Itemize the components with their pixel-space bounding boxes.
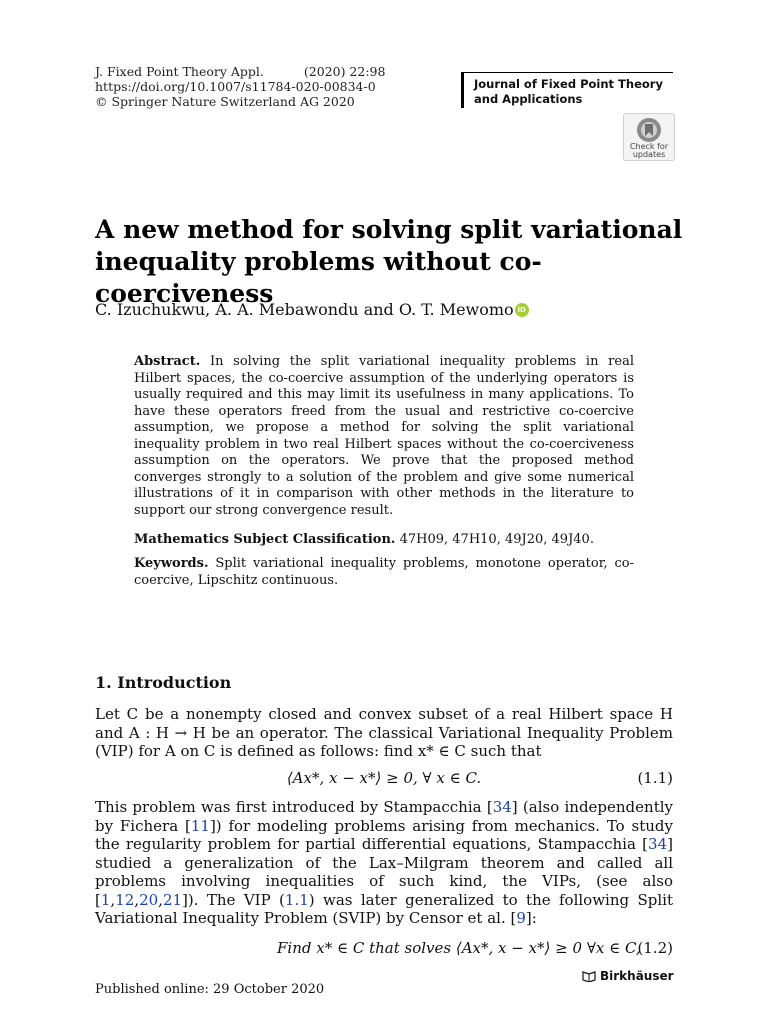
publisher-logo: [582, 969, 674, 983]
journal-name-box: [461, 72, 673, 108]
journal-name-line2: and Applications: [474, 92, 583, 106]
check-updates-label2: updates: [632, 150, 666, 159]
citation-link[interactable]: 34: [492, 798, 512, 816]
equation-number: (1.1): [637, 769, 673, 787]
keywords: [134, 556, 634, 589]
section-heading: 1. Introduction: [95, 673, 232, 692]
equation-1-1: [95, 769, 673, 789]
text-run: ] (also independently by Fichera [: [95, 798, 673, 835]
journal-abbrev: J. Fixed Point Theory Appl.: [95, 64, 264, 79]
volume-info: (2020) 22:98: [303, 64, 386, 79]
citation-link[interactable]: 1: [100, 890, 111, 909]
bookmark-icon: [636, 117, 662, 143]
text-run: ]). The VIP (: [182, 890, 285, 909]
keywords-text: Split variational inequality problems, monotone operator, co-coercive, Lipschitz continuous.: [134, 556, 634, 588]
publisher-name: Birkhäuser: [600, 969, 674, 983]
equation-ref-link[interactable]: 1.1: [284, 890, 309, 909]
check-updates-label1: Check for: [629, 142, 669, 151]
author-list: [95, 300, 529, 319]
abstract-label: Abstract.: [134, 354, 201, 369]
citation-link[interactable]: 12: [115, 890, 135, 909]
text-run: ) was later generalized to the following Split Variational Inequality Problem (SVIP) by Censor et al. [: [95, 890, 673, 927]
msc-codes: 47H09, 47H10, 49J20, 49J40.: [399, 532, 594, 547]
paragraph-intro: Let C be a nonempty closed and convex subset of a real Hilbert space H and A : H → H be an operator. The classical Variational Inequality Problem (VIP) for A on C is defined as follows: find x* ∈ C such that: [95, 705, 673, 760]
doi-link[interactable]: https://doi.org/10.1007/s11784-020-00834-0: [95, 79, 376, 94]
authors-text: C. Izuchukwu, A. A. Mebawondu and O. T. Mewomo: [95, 300, 514, 319]
published-date: Published online: 29 October 2020: [95, 982, 325, 997]
keywords-label: Keywords.: [134, 556, 209, 571]
citation-block: [95, 64, 385, 109]
title-line2: inequality problems without co-coerciveness: [95, 247, 542, 308]
title-line1: A new method for solving split variational: [95, 215, 683, 244]
journal-name-line1: Journal of Fixed Point Theory: [474, 77, 663, 91]
equation-1-2: [95, 939, 673, 959]
msc-classification: [134, 532, 634, 549]
abstract-text: In solving the split variational inequality problems in real Hilbert spaces, the co-coercive assumption of the underlying operators is usually required and this may limit its usefulness in many applications. To have these operators freed from the usual and restrictive co-coercive assumption, we propose a method for solving the split variational inequality problem in two real Hilbert spaces without the co-coerciveness assumption on the operators. We prove that the proposed method converges strongly to a solution of the problem and give some numerical illustrations of it in comparison with other methods in the literature to support our strong convergence result.: [134, 354, 634, 518]
citation-link[interactable]: 11: [190, 816, 210, 835]
abstract: [134, 354, 634, 519]
text-run: This problem was first introduced by Stampacchia [: [95, 798, 493, 816]
citation-link[interactable]: 20: [139, 890, 159, 909]
citation-link[interactable]: 34: [648, 835, 668, 853]
msc-label: Mathematics Subject Classification.: [134, 532, 396, 547]
citation-link[interactable]: 9: [516, 909, 526, 927]
equation-expression: Find x* ∈ C that solves ⟨Ax*, x − x*⟩ ≥ 0 ∀x ∈ C,: [277, 939, 641, 957]
text-run: ] studied a generalization of the Lax–Milgram theorem and called all problems involving inequalities of such kind, the VIPs, (see also [: [95, 835, 673, 909]
citation-link[interactable]: 21: [162, 890, 183, 909]
equation-expression: ⟨Ax*, x − x*⟩ ≥ 0, ∀ x ∈ C.: [286, 769, 482, 787]
equation-number: (1.2): [637, 939, 673, 957]
orcid-icon[interactable]: iD: [515, 303, 529, 317]
text-run: ]) for modeling problems arising from mechanics. To study the regularity problem for partial differential equations, Stampacchia [: [95, 816, 673, 853]
text-run: ]:: [525, 909, 537, 927]
journal-citation: [95, 64, 385, 79]
check-for-updates-button[interactable]: [623, 113, 675, 161]
paper-title: [95, 214, 685, 310]
publisher-icon: [582, 970, 596, 982]
copyright-line: © Springer Nature Switzerland AG 2020: [95, 94, 355, 109]
paragraph-history: This problem was first introduced by Stampacchia [34] (also independently by Fichera [11]) for modeling problems arising from mechanics. To study the regularity problem for partial differential equations, Stampacchia [34] studied a generalization of the Lax–Milgram theorem and called all problems involving inequalities of such kind, the VIPs, (see also [1,12,20,21]). The VIP (1.1) was later generalized to the following Split Variational Inequality Problem (SVIP) by Censor et al. [9]:: [95, 798, 673, 927]
